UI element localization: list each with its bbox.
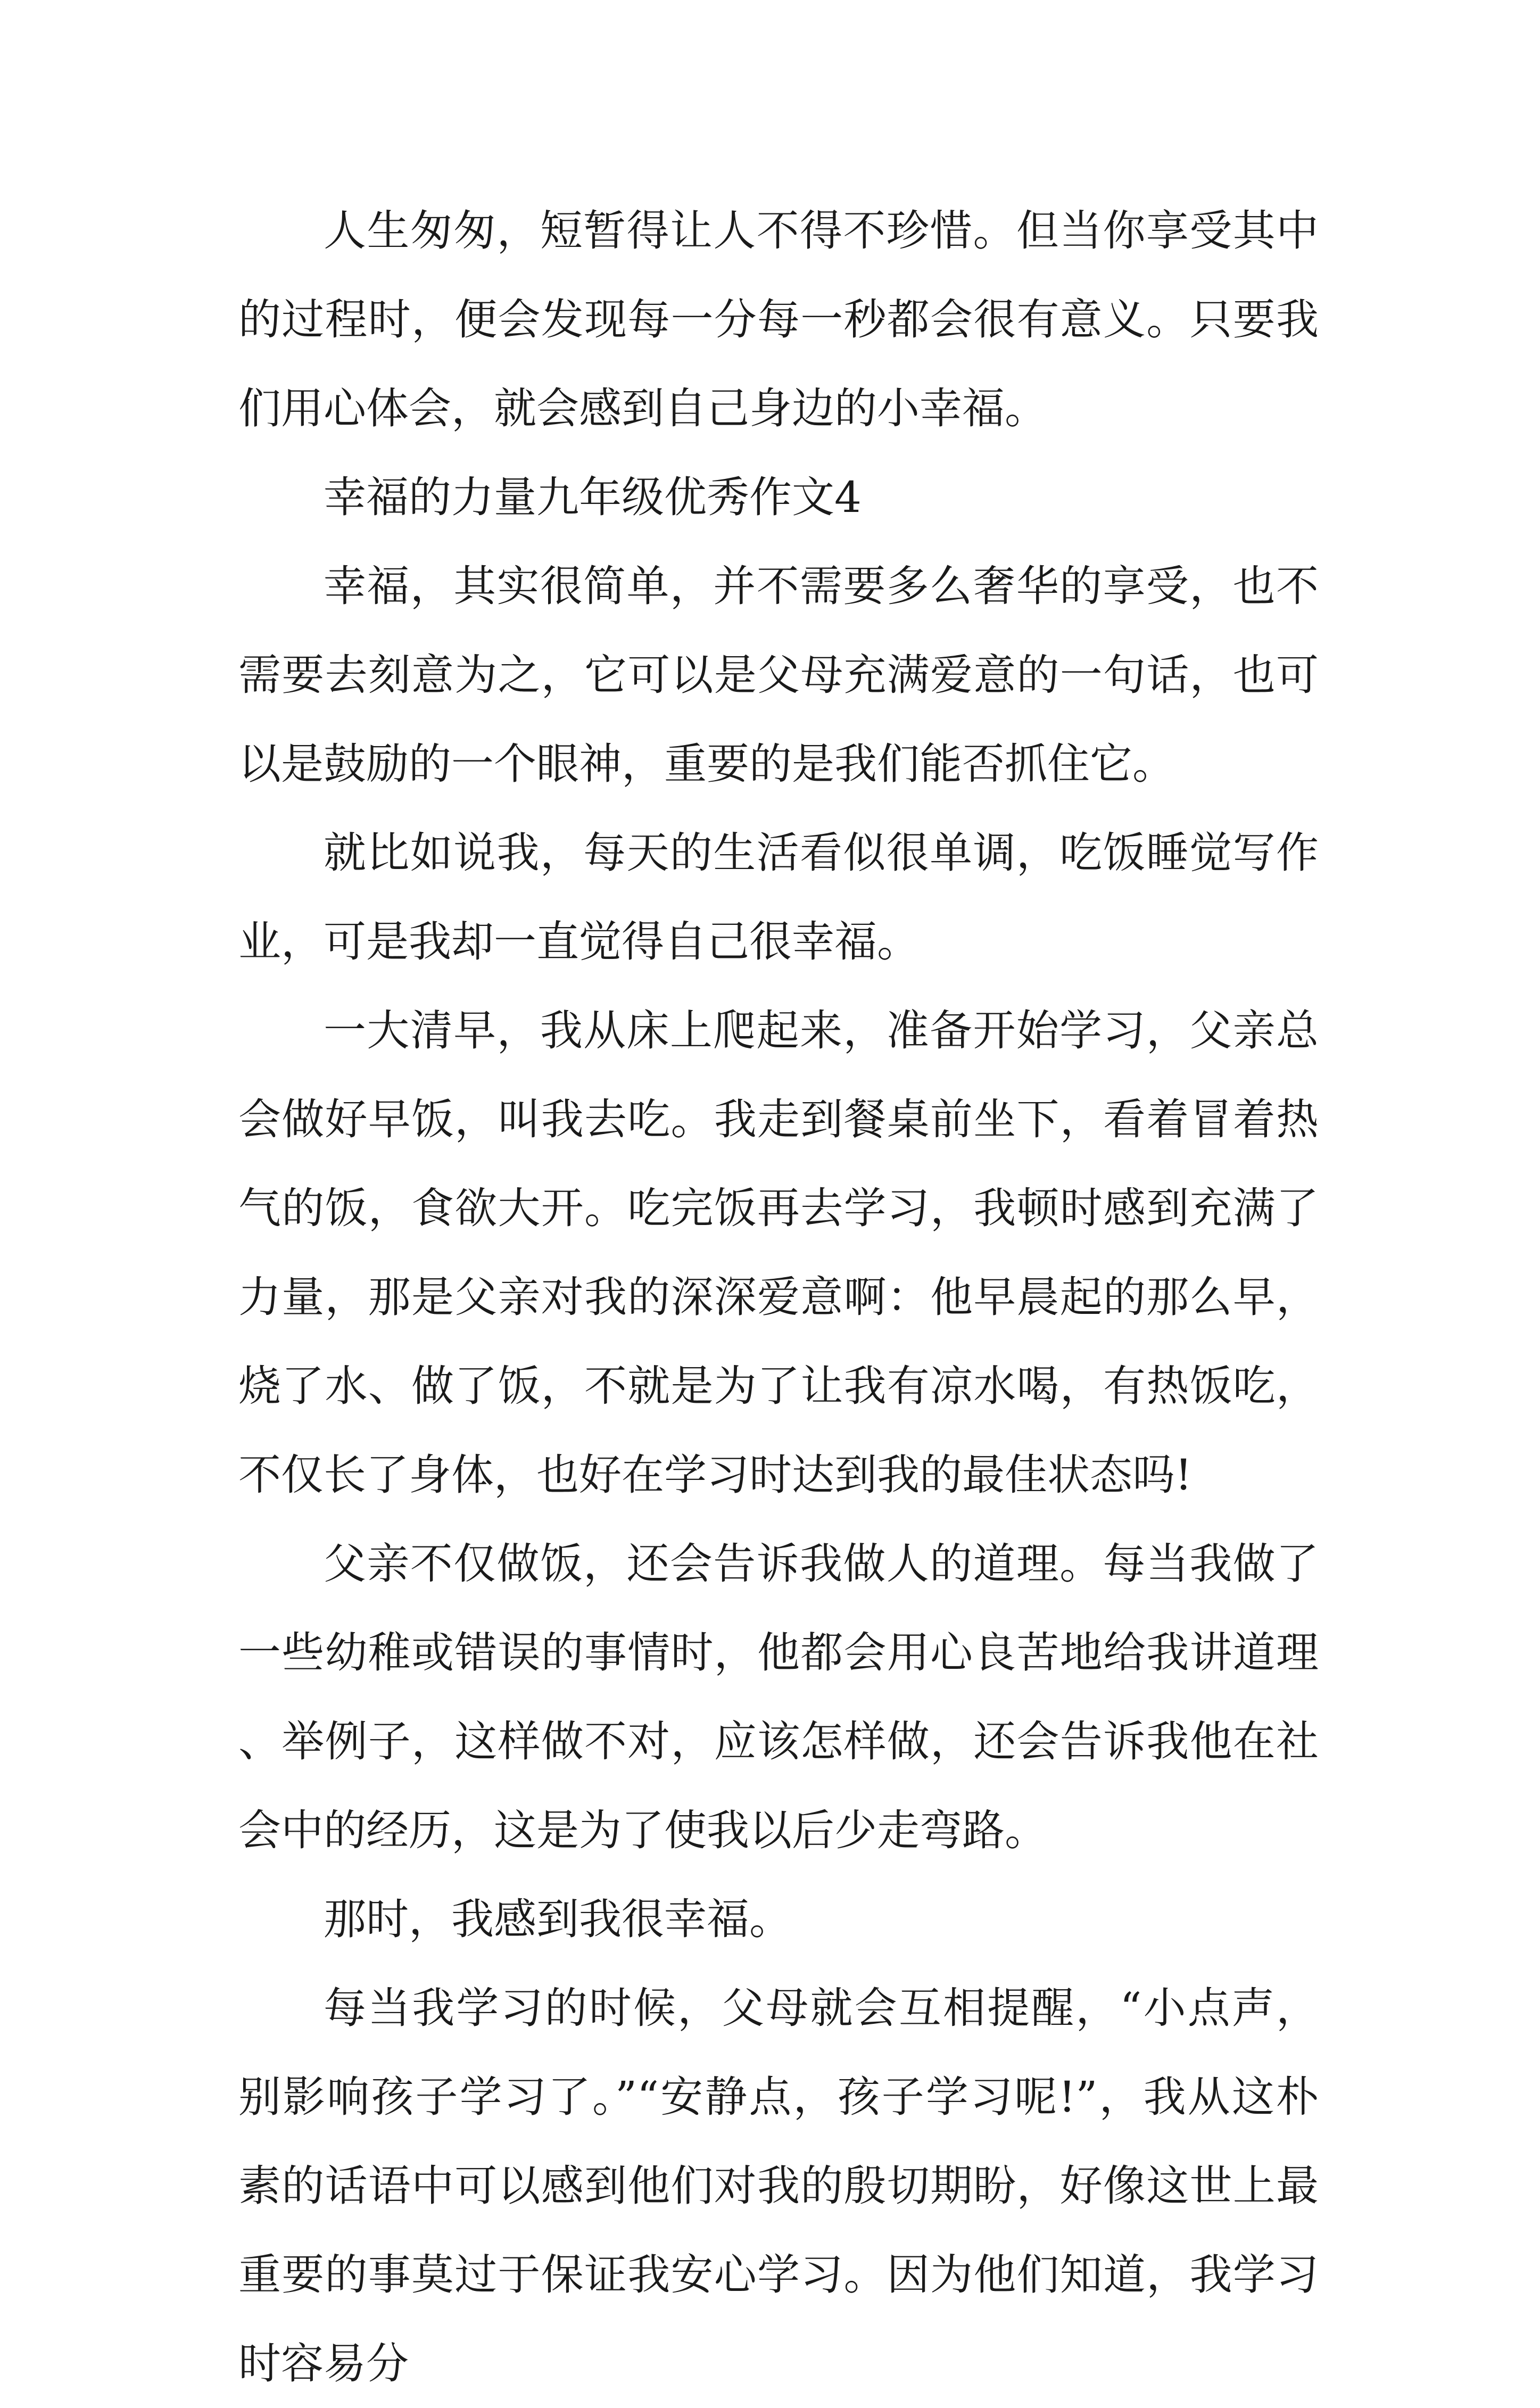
paragraph-father-lessons: 父亲不仅做饭，还会告诉我做人的道理。每当我做了一些幼稚或错误的事情时，他都会用心良苦地给我讲道理、举例子，这样做不对，应该怎样做，还会告诉我他在社会中的经历，这是为了使我以后少走弯路。 — [238, 1539, 1319, 1855]
paragraph-daily-life: 就比如说我，每天的生活看似很单调，吃饭睡觉写作业，可是我却一直觉得自己很幸福。 — [238, 828, 1319, 966]
paragraph-morning: 一大清早，我从床上爬起来，准备开始学习，父亲总会做好早饭，叫我去吃。我走到餐桌前坐下，看着冒着热气的饭，食欲大开。吃完饭再去学习，我顿时感到充满了力量，那是父亲对我的深深爱意啊：他早晨起的那么早，烧了水、做了饭，不就是为了让我有凉水喝，有热饭吃，不仅长了身体，也好在学习时达到我的最佳状态吗! — [238, 1006, 1319, 1500]
paragraph-parents-quiet: 每当我学习的时候，父母就会互相提醒，“小点声，别影响孩子学习了。”“安静点，孩子学习呢!”，我从这朴素的话语中可以感到他们对我的殷切期盼，好像这世上最重要的事莫过于保证我安心学习。因为他们知道，我学习时容易分 — [238, 1983, 1319, 2388]
essay-title: 幸福的力量九年级优秀作文4 — [324, 473, 862, 522]
document-body — [238, 186, 1319, 2408]
paragraph-happiness-simple: 幸福，其实很简单，并不需要多么奢华的享受，也不需要去刻意为之，它可以是父母充满爱意的一句话，也可以是鼓励的一个眼神，重要的是我们能否抓住它。 — [238, 561, 1319, 789]
paragraph-feeling-happy: 那时，我感到我很幸福。 — [324, 1894, 792, 1944]
paragraph-intro-ending: 人生匆匆，短暂得让人不得不珍惜。但当你享受其中的过程时，便会发现每一分每一秒都会很有意义。只要我们用心体会，就会感到自己身边的小幸福。 — [238, 206, 1319, 433]
